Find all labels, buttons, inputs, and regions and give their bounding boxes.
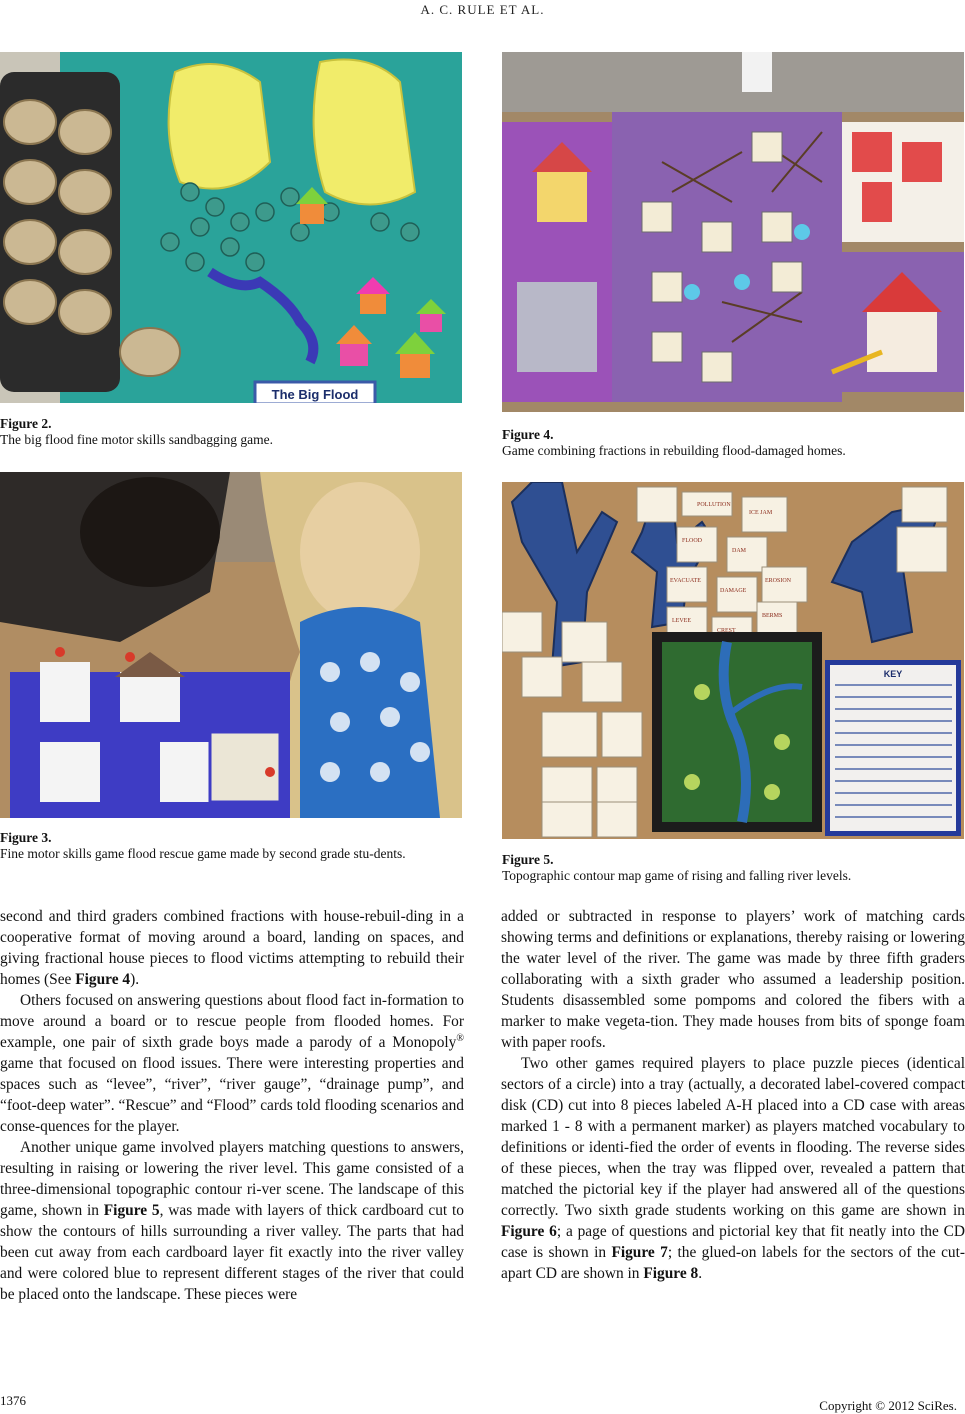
figure-4-caption-text: Game combining fractions in rebuilding flood-damaged homes. <box>502 443 846 458</box>
figure-3-caption-text: Fine motor skills game flood rescue game made by second grade stu-dents. <box>0 846 406 861</box>
card-word: POLLUTION <box>697 502 731 508</box>
figure-2-photo <box>0 52 462 403</box>
figure-7-ref: Figure 7 <box>611 1244 668 1261</box>
sandbag-game-illustration <box>0 52 462 403</box>
copyright: Copyright © 2012 SciRes. <box>819 1398 957 1413</box>
paragraph <box>501 906 965 1053</box>
figure-4-number: Figure 4. <box>502 427 554 442</box>
paragraph-text: . <box>698 1265 703 1282</box>
paragraph <box>0 990 464 1137</box>
paragraph-text: Others focused on answering questions about flood fact in-formation to move around a board or to rescue people from flooded homes. For example, one pair of sixth grade boys made a parody of a Monopoly <box>0 992 464 1051</box>
paragraph <box>501 1053 965 1284</box>
figure-6-ref: Figure 6 <box>501 1223 557 1240</box>
figure-3-photo <box>0 472 462 818</box>
paragraph-text: game that focused on flood issues. There were interesting properties and spaces such as “levee”, “river”, “river gauge”, “drainage pump”, and “foot-deep water”. “Rescue” and “Flood” cards told flooding scenarios and conse-quences for the player. <box>0 1055 464 1135</box>
figure-5-caption-text: Topographic contour map game of rising and falling river levels. <box>502 868 852 883</box>
card-word: EVACUATE <box>670 578 701 584</box>
paragraph-text: Two other games required players to place puzzle pieces (identical sectors of a circle) into a tray (actually, a decorated label-covered compact disk (CD) cut into 8 pieces labeled A-H placed into a CD case with areas marked 1 - 8 with a permanent marker) as players matched vocabulary to definitions or identi-fied the order of events in flooding. The reverse sides of these pieces, when the tray was flipped over, revealed a pattern that matched the pictorial key if the player had answered all of the questions correctly. Two sixth grade students working on this game are shown in <box>501 1055 965 1219</box>
figure-4-caption <box>502 427 964 459</box>
topographic-game-illustration <box>502 482 964 839</box>
paragraph-text: ). <box>130 971 140 988</box>
paragraph-text: Another unique game involved players matching questions to answers, resulting in raising or lowering the river level. This game consisted of a three-dimensional topographic contour ri-ver scene. The landscape of this game, shown in <box>0 1139 464 1219</box>
running-head: A. C. RULE ET AL. <box>420 2 545 17</box>
paragraph <box>0 906 464 990</box>
fractions-game-illustration <box>502 52 964 412</box>
figure-3-caption <box>0 830 462 862</box>
card-word: CREST <box>717 628 736 634</box>
paragraph-text: added or subtracted in response to players’ work of matching cards showing terms and definitions or explanations, thereby raising or lowering the water level of the river. The game was made by three fifth graders collaborating with a sixth grader who assumed a leadership position. Students disassembled some pompoms and colored the fibers with a marker to make vegeta-tion. They made houses from bits of sponge foam with paper roofs. <box>501 908 965 1051</box>
page-number: 1376 <box>0 1393 26 1408</box>
figure-2-number: Figure 2. <box>0 416 52 431</box>
figure-5-photo <box>502 482 964 839</box>
card-word: DAMAGE <box>720 588 747 594</box>
paragraph <box>0 1137 464 1305</box>
figure-8-ref: Figure 8 <box>643 1265 699 1282</box>
figure-4-photo <box>502 52 964 412</box>
paragraph-text: ; the glued-on labels for the sectors of the cut-apart CD are shown in <box>501 1244 965 1282</box>
figure-2-caption-text: The big flood fine motor skills sandbagging game. <box>0 432 273 447</box>
paragraph-text: second and third graders combined fractions with house-rebuil-ding in a cooperative format of moving around a board, landing on spaces, and giving fractional house pieces to flood victims attempting to rebuild their homes (See <box>0 908 464 988</box>
card-word: ICE JAM <box>749 510 773 516</box>
card-word: FLOOD <box>682 538 703 544</box>
paragraph-text: ; a page of questions and pictorial key that fit neatly into the CD case is shown in <box>501 1223 965 1261</box>
figure-5-caption <box>502 852 964 884</box>
figure-4-ref: Figure 4 <box>75 971 131 988</box>
figure-2-caption <box>0 416 462 448</box>
card-word: LEVEE <box>672 618 691 624</box>
body-right-column <box>501 906 965 1284</box>
figure-2-sign-text: The Big Flood <box>271 387 359 402</box>
figure-5-number: Figure 5. <box>502 852 554 867</box>
card-word: BERMS <box>762 613 783 619</box>
card-word: DAM <box>732 548 747 554</box>
registered-mark: ® <box>456 1032 464 1044</box>
figure-5-ref: Figure 5 <box>103 1202 160 1219</box>
card-word: EROSION <box>765 578 792 584</box>
rescue-game-illustration <box>0 472 462 818</box>
body-left-column <box>0 906 464 1305</box>
paragraph-text: , was made with layers of thick cardboard cut to show the contours of hills surrounding a river valley. The parts that had been cut away from each cardboard layer fit exactly into the river valley and were colored blue to represent different stages of the river that could be placed onto the landscape. These pieces were <box>0 1202 464 1303</box>
figure-5-key-title: KEY <box>883 669 903 679</box>
figure-3-number: Figure 3. <box>0 830 52 845</box>
